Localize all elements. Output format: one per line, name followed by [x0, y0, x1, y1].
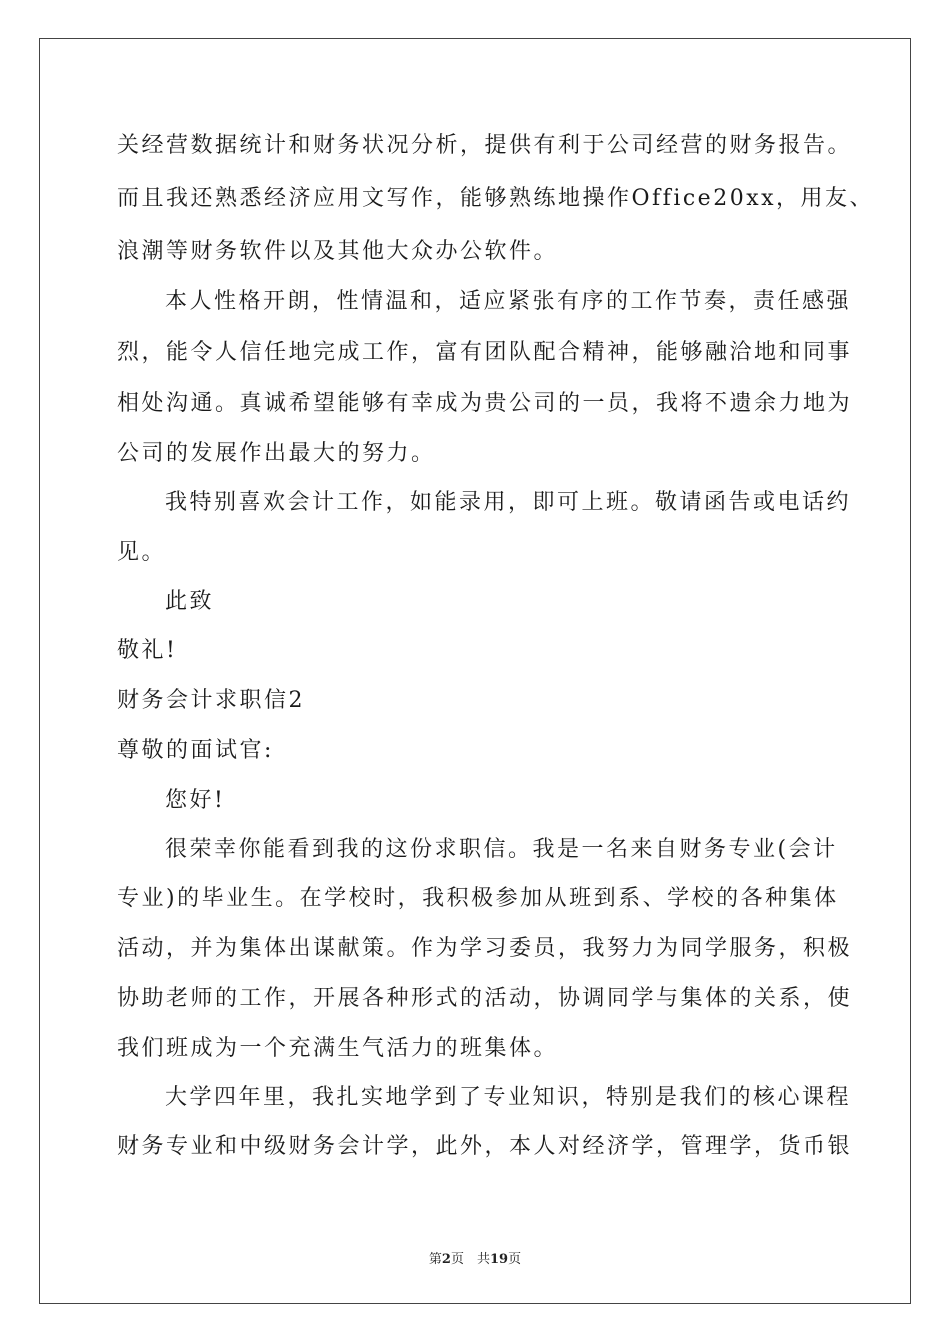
- text-line: 协助老师的工作，开展各种形式的活动，协调同学与集体的关系，使: [117, 986, 853, 1011]
- text-line: 财务会计求职信2: [117, 688, 305, 713]
- page-border: [39, 38, 911, 1304]
- page-mid: 页 共: [450, 1252, 490, 1267]
- text-line: 浪潮等财务软件以及其他大众办公软件。: [117, 239, 559, 264]
- text-line: 专业)的毕业生。在学校时，我积极参加从班到系、学校的各种集体: [117, 886, 839, 911]
- page-footer: [0, 1248, 950, 1267]
- text-line: 本人性格开朗，性情温和，适应紧张有序的工作节奏，责任感强: [165, 289, 852, 314]
- text-line: 此致: [165, 589, 215, 614]
- text-line: 活动，并为集体出谋献策。作为学习委员，我努力为同学服务，积极: [117, 936, 853, 961]
- text-line: 关经营数据统计和财务状况分析，提供有利于公司经营的财务报告。: [117, 133, 853, 158]
- text-line: 相处沟通。真诚希望能够有幸成为贵公司的一员，我将不遗余力地为: [117, 391, 853, 416]
- page-current: 2: [441, 1252, 451, 1267]
- page-suffix: 页: [508, 1252, 522, 1267]
- text-line: 您好!: [165, 788, 226, 813]
- text-line: 财务专业和中级财务会计学，此外，本人对经济学，管理学，货币银: [117, 1134, 853, 1159]
- text-line: 见。: [117, 540, 167, 565]
- page-prefix: 第: [428, 1252, 442, 1267]
- text-line: 我特别喜欢会计工作，如能录用，即可上班。敬请函告或电话约: [165, 490, 852, 515]
- text-line: 我们班成为一个充满生气活力的班集体。: [117, 1036, 559, 1061]
- text-line: 烈，能令人信任地完成工作，富有团队配合精神，能够融洽地和同事: [117, 340, 853, 365]
- text-line: 敬礼!: [117, 638, 178, 663]
- text-line: 尊敬的面试官:: [117, 738, 274, 763]
- text-line: 而且我还熟悉经济应用文写作，能够熟练地操作Office20xx，用友、: [117, 186, 875, 211]
- text-line: 很荣幸你能看到我的这份求职信。我是一名来自财务专业(会计: [165, 837, 838, 862]
- text-line: 公司的发展作出最大的努力。: [117, 441, 436, 466]
- text-line: 大学四年里，我扎实地学到了专业知识，特别是我们的核心课程: [165, 1085, 852, 1110]
- page-total: 19: [489, 1252, 509, 1267]
